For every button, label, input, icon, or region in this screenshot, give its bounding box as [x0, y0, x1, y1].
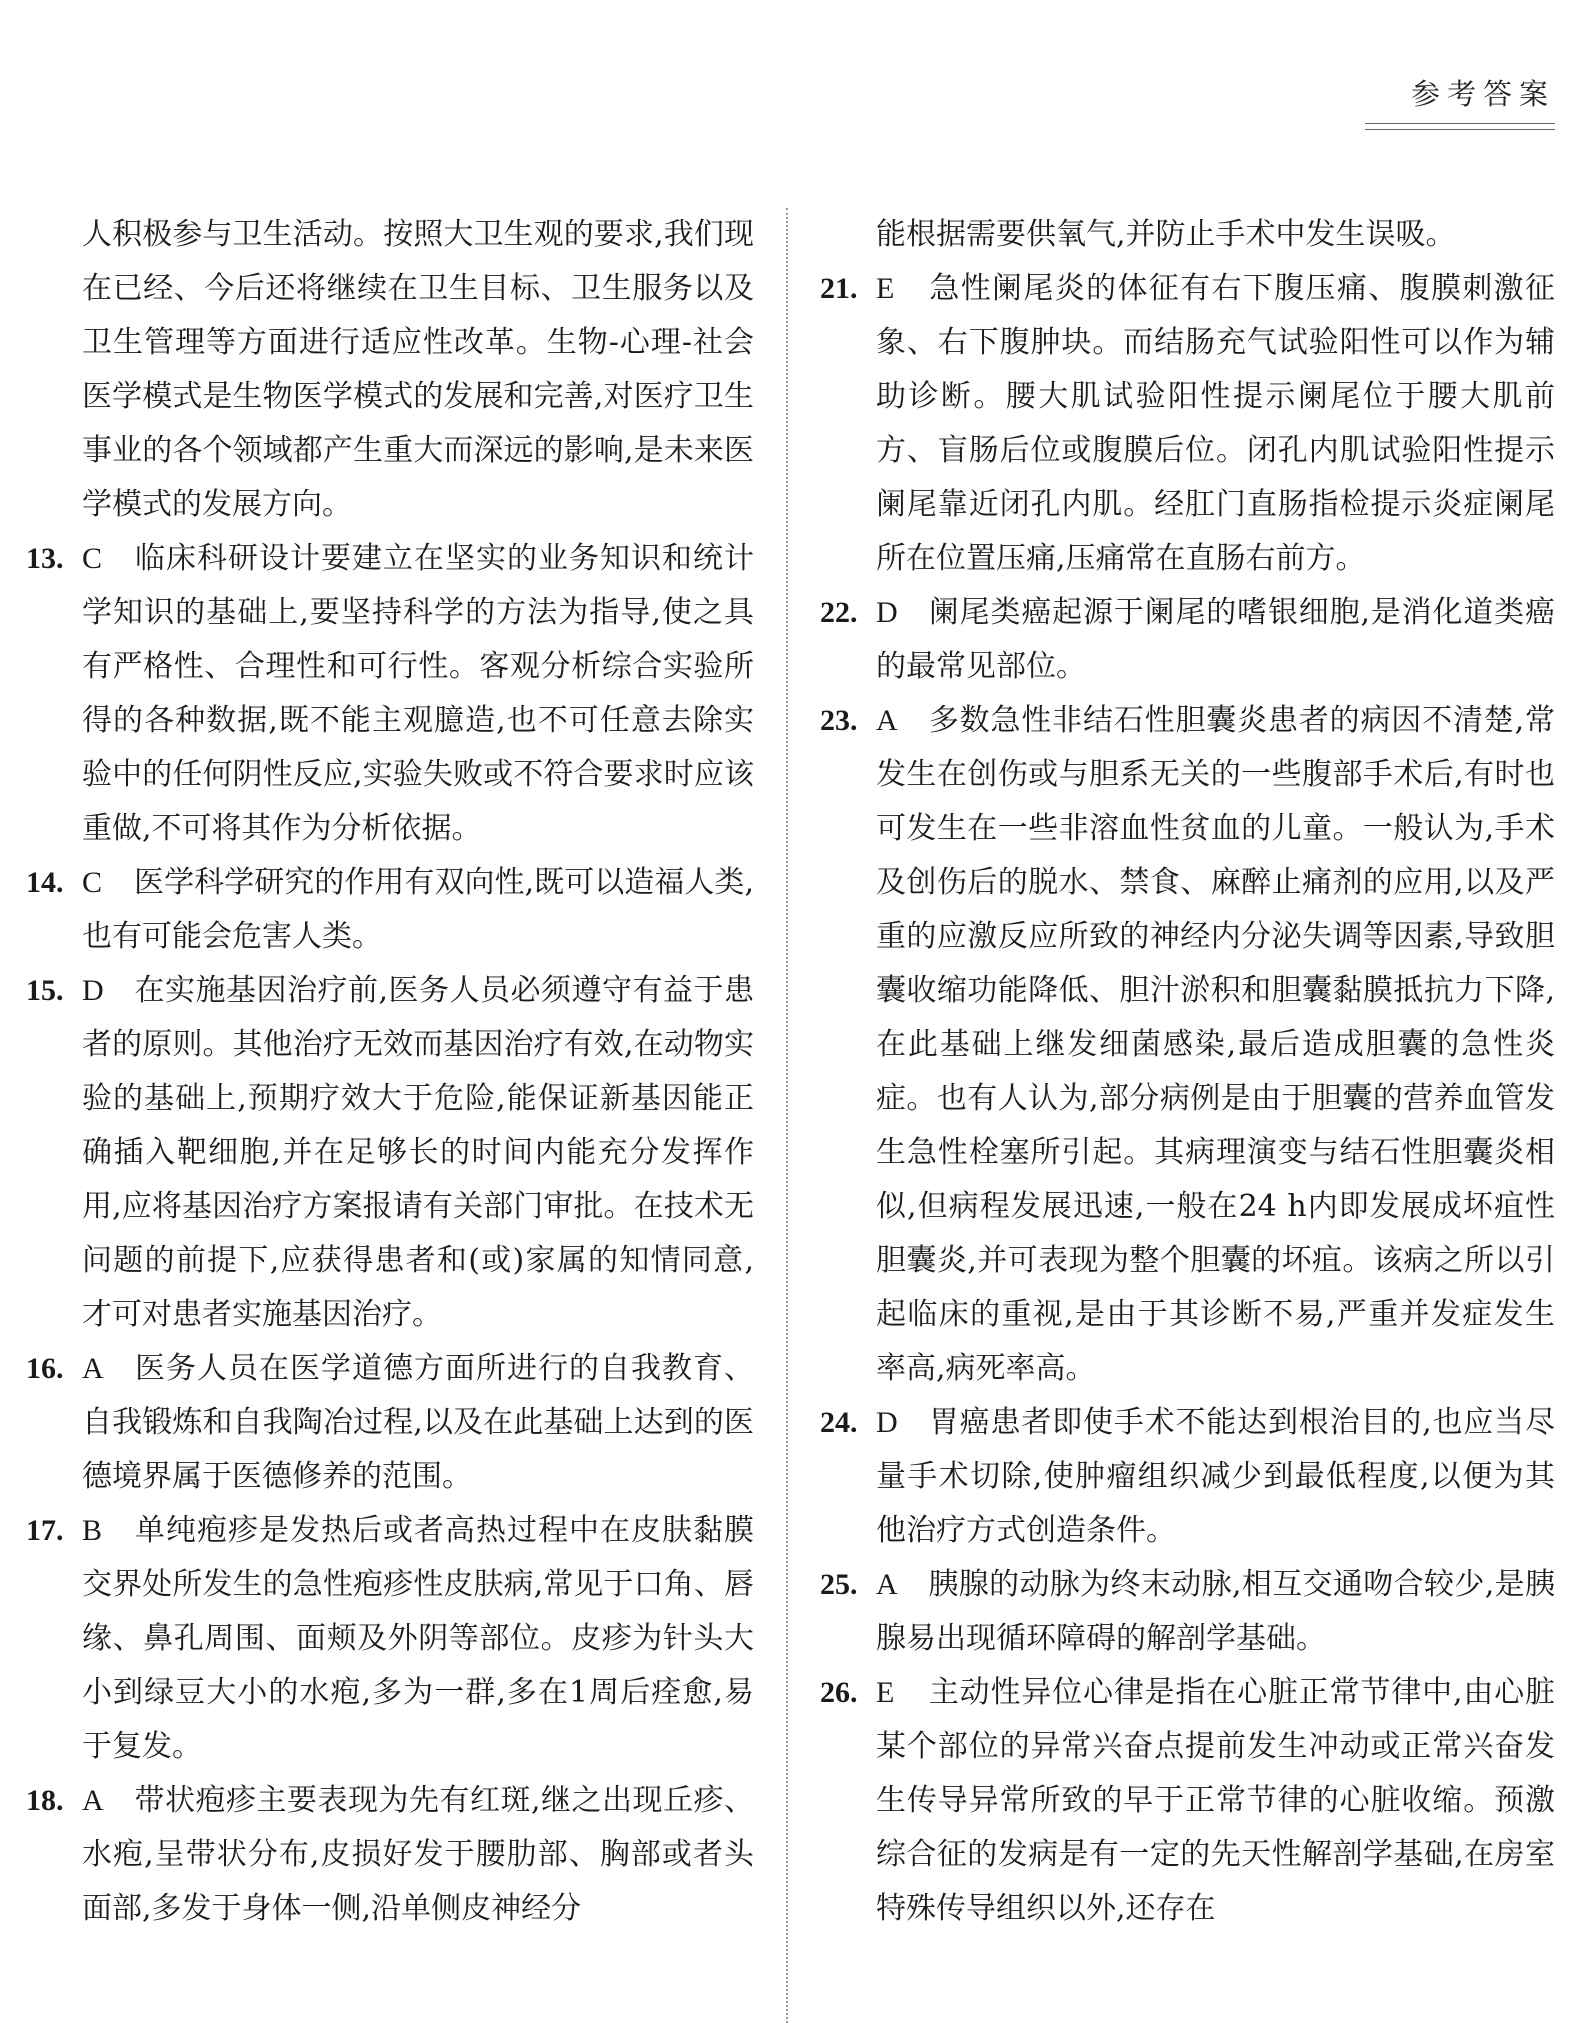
answer-text: 阑尾类癌起源于阑尾的嗜银细胞,是消化道类癌的最常见部位。 — [876, 595, 1555, 684]
answer-text: 急性阑尾炎的体征有右下腹压痛、腹膜刺激征象、右下腹肿块。而结肠充气试验阳性可以作为辅助诊断。腰大肌试验阳性提示阑尾位于腰大肌前方、盲肠后位或腹膜后位。闭孔内肌试验阳性提示阑尾靠近闭孔内肌。经肛门直肠指检提示炎症阑尾所在位置压痛,压痛常在直肠右前方。 — [876, 271, 1555, 576]
header-title: 参考答案 — [1410, 77, 1555, 111]
answer-letter: A — [82, 1784, 104, 1817]
answer-text: 能根据需要供氧气,并防止手术中发生误吸。 — [876, 217, 1456, 252]
answer-text: 主动性异位心律是指在心脏正常节律中,由心脏某个部位的异常兴奋点提前发生冲动或正常兴奋发生传导异常所致的早于正常节律的心脏收缩。预激综合征的发病是有一定的先天性解剖学基础,在房室特殊传导组织以外,还存在 — [876, 1675, 1555, 1926]
answer-letter: C — [82, 866, 103, 899]
answer-letter: E — [876, 272, 895, 305]
answer-item-21 — [820, 262, 1555, 586]
answer-item-17 — [26, 1504, 754, 1774]
answer-text: 单纯疱疹是发热后或者高热过程中在皮肤黏膜交界处所发生的急性疱疹性皮肤病,常见于口角、唇缘、鼻孔周围、面颊及外阴等部位。皮疹为针头大小到绿豆大小的水疱,多为一群,多在1周后痊愈,易于复发。 — [82, 1513, 754, 1764]
answer-item-13 — [26, 532, 754, 856]
question-number: 17. — [26, 1514, 64, 1547]
question-number: 18. — [26, 1784, 64, 1817]
question-number: 14. — [26, 866, 64, 899]
question-number: 16. — [26, 1352, 64, 1385]
answer-item-26 — [820, 1666, 1555, 1936]
answer-item-18 — [26, 1774, 754, 1936]
question-number: 25. — [820, 1568, 858, 1601]
answer-text: 带状疱疹主要表现为先有红斑,继之出现丘疹、水疱,呈带状分布,皮损好发于腰肋部、胸部或者头面部,多发于身体一侧,沿单侧皮神经分 — [82, 1783, 754, 1926]
answer-letter: D — [82, 974, 104, 1007]
right-column — [820, 208, 1555, 1936]
page-header — [1365, 72, 1555, 130]
answer-letter: A — [876, 704, 898, 737]
answer-text: 医务人员在医学道德方面所进行的自我教育、自我锻炼和自我陶冶过程,以及在此基础上达到的医德境界属于医德修养的范围。 — [82, 1351, 754, 1494]
answer-item-16 — [26, 1342, 754, 1504]
question-number: 21. — [820, 272, 858, 305]
answer-letter: C — [82, 542, 103, 575]
answer-item-22 — [820, 586, 1555, 694]
answer-letter: A — [876, 1568, 898, 1601]
question-number: 26. — [820, 1676, 858, 1709]
column-divider — [786, 208, 788, 2023]
answer-continuation — [26, 208, 754, 532]
answer-letter: B — [82, 1514, 103, 1547]
answer-text: 医学科学研究的作用有双向性,既可以造福人类,也有可能会危害人类。 — [82, 865, 754, 954]
question-number: 22. — [820, 596, 858, 629]
answer-text: 在实施基因治疗前,医务人员必须遵守有益于患者的原则。其他治疗无效而基因治疗有效,在动物实验的基础上,预期疗效大于危险,能保证新基因能正确插入靶细胞,并在足够长的时间内能充分发挥作用,应将基因治疗方案报请有关部门审批。在技术无问题的前提下,应获得患者和(或)家属的知情同意,才可对患者实施基因治疗。 — [82, 973, 754, 1332]
answer-letter: D — [876, 596, 898, 629]
answer-item-14 — [26, 856, 754, 964]
answer-text: 多数急性非结石性胆囊炎患者的病因不清楚,常发生在创伤或与胆系无关的一些腹部手术后,有时也可发生在一些非溶血性贫血的儿童。一般认为,手术及创伤后的脱水、禁食、麻醉止痛剂的应用,以及严重的应激反应所致的神经内分泌失调等因素,导致胆囊收缩功能降低、胆汁淤积和胆囊黏膜抵抗力下降,在此基础上继发细菌感染,最后造成胆囊的急性炎症。也有人认为,部分病例是由于胆囊的营养血管发生急性栓塞所引起。其病理演变与结石性胆囊炎相似,但病程发展迅速,一般在24 h内即发展成坏疽性胆囊炎,并可表现为整个胆囊的坏疽。该病之所以引起临床的重视,是由于其诊断不易,严重并发症发生率高,病死率高。 — [876, 703, 1555, 1386]
answer-item-24 — [820, 1396, 1555, 1558]
answer-item-23 — [820, 694, 1555, 1396]
question-number: 24. — [820, 1406, 858, 1439]
answer-letter: E — [876, 1676, 895, 1709]
left-column — [26, 208, 754, 1936]
answer-item-25 — [820, 1558, 1555, 1666]
question-number: 13. — [26, 542, 64, 575]
question-number: 15. — [26, 974, 64, 1007]
header-rule-double — [1365, 129, 1555, 130]
answer-letter: A — [82, 1352, 104, 1385]
answer-letter: D — [876, 1406, 898, 1439]
answer-text: 人积极参与卫生活动。按照大卫生观的要求,我们现在已经、今后还将继续在卫生目标、卫生服务以及卫生管理等方面进行适应性改革。生物-心理-社会医学模式是生物医学模式的发展和完善,对医疗卫生事业的各个领域都产生重大而深远的影响,是未来医学模式的发展方向。 — [82, 217, 754, 522]
answer-text: 临床科研设计要建立在坚实的业务知识和统计学知识的基础上,要坚持科学的方法为指导,使之具有严格性、合理性和可行性。客观分析综合实验所得的各种数据,既不能主观臆造,也不可任意去除实验中的任何阴性反应,实验失败或不符合要求时应该重做,不可将其作为分析依据。 — [82, 541, 754, 846]
answer-continuation — [820, 208, 1555, 262]
header-rule — [1365, 123, 1555, 124]
answer-text: 胰腺的动脉为终末动脉,相互交通吻合较少,是胰腺易出现循环障碍的解剖学基础。 — [876, 1567, 1555, 1656]
answer-text: 胃癌患者即使手术不能达到根治目的,也应当尽量手术切除,使肿瘤组织减少到最低程度,以便为其他治疗方式创造条件。 — [876, 1405, 1555, 1548]
answer-item-15 — [26, 964, 754, 1342]
question-number: 23. — [820, 704, 858, 737]
